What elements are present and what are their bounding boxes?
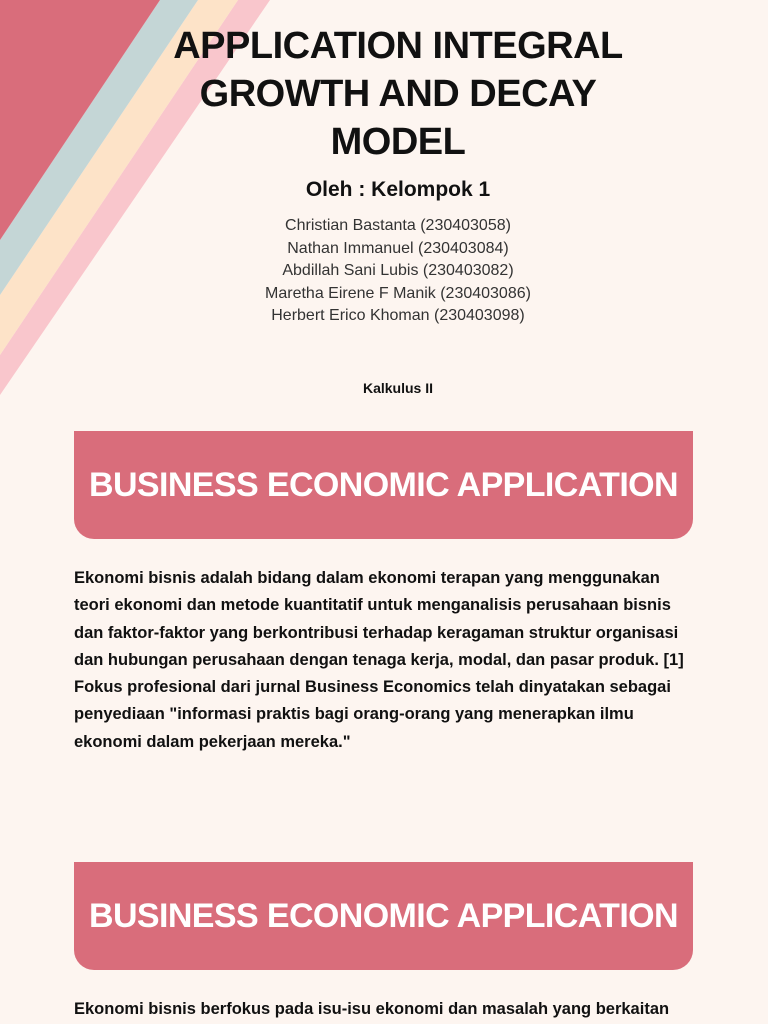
member-list [200,215,596,328]
section-paragraph: Ekonomi bisnis adalah bidang dalam ekonomi terapan yang menggunakan teori ekonomi dan metode kuantitatif untuk menganalisis perusahaan bisnis dan faktor-faktor yang berkontribusi terhadap keragaman struktur organisasi dan hubungan perusahaan dengan tenaga kerja, modal, dan pasar produk. [1] Fokus profesional dari jurnal Business Economics telah dinyatakan sebagai penyediaan "informasi praktis bagi orang-orang yang menerapkan ilmu ekonomi dalam pekerjaan mereka." [74,569,684,751]
member-item: Maretha Eirene F Manik (230403086) [265,284,531,302]
member-item: Herbert Erico Khoman (230403098) [271,307,525,324]
section-banner [74,862,693,970]
member-item: Abdillah Sani Lubis (230403082) [282,262,514,279]
title-line: MODEL [330,121,466,163]
section-banner [74,431,693,539]
member-item: Christian Bastanta (230403058) [285,217,511,234]
section-paragraph: Ekonomi bisnis berfokus pada isu-isu ekonomi dan masalah yang berkaitan [74,1000,670,1018]
member-item: Nathan Immanuel (230403084) [287,239,509,257]
title-line: GROWTH AND DECAY [199,73,597,115]
group-byline: Oleh : Kelompok 1 [305,178,491,201]
page-title [150,22,646,166]
section-heading: BUSINESS ECONOMIC APPLICATION [89,465,678,504]
title-line: APPLICATION INTEGRAL [173,25,623,67]
section-heading: BUSINESS ECONOMIC APPLICATION [89,896,678,935]
course-name: Kalkulus II [362,380,434,396]
